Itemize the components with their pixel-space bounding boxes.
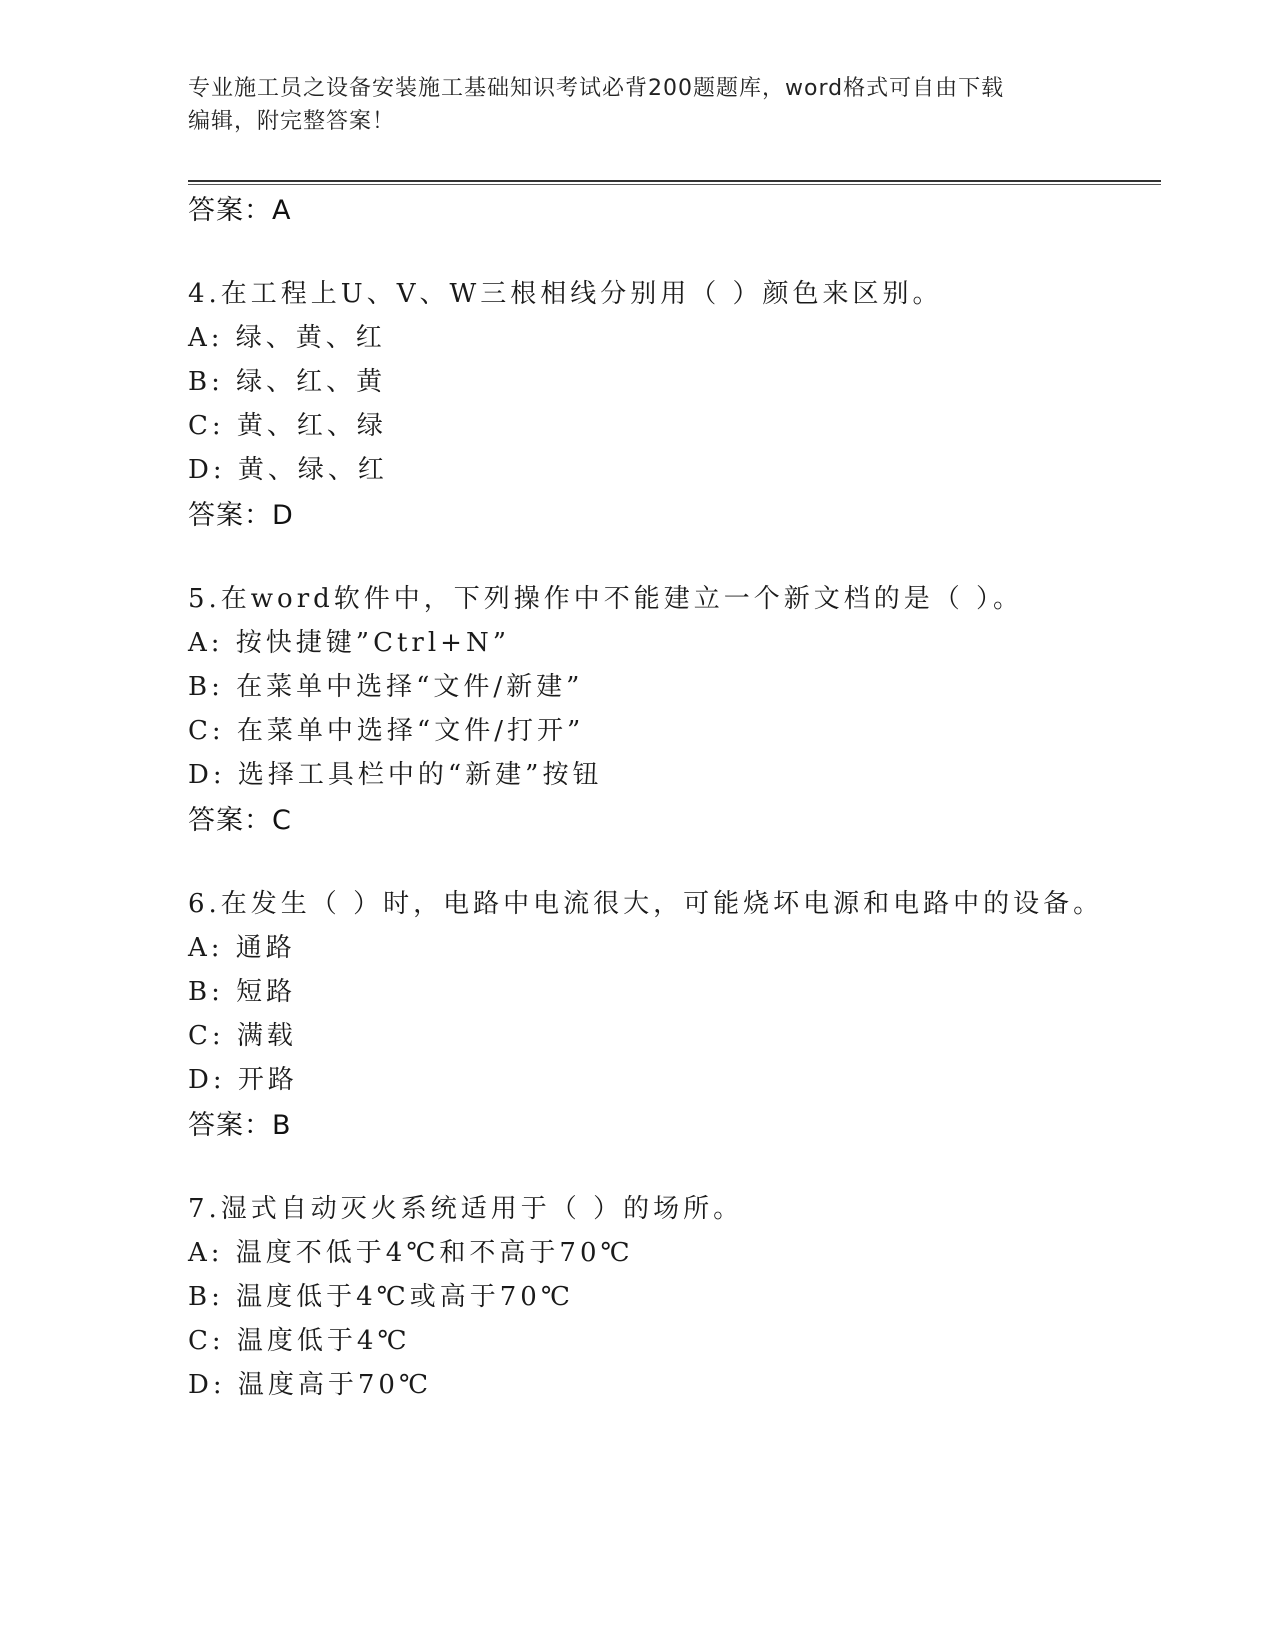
header-title-line-1: 专业施工员之设备安装施工基础知识考试必背200题题库，word格式可自由下载 [188, 76, 1005, 101]
question-5-option-a: A: 按快捷键”Ctrl+N” [188, 628, 511, 658]
question-6-option-b: B: 短路 [188, 977, 297, 1007]
question-4-option-b: B: 绿、红、黄 [188, 367, 387, 397]
question-5-option-b: B: 在菜单中选择“文件/新建” [188, 672, 584, 702]
answer-q4: 答案：D [188, 500, 294, 531]
question-7-stem: 7.湿式自动灭火系统适用于（ ）的场所。 [188, 1194, 744, 1224]
header-divider-thick [188, 180, 1161, 182]
question-4-option-a: A: 绿、黄、红 [188, 323, 386, 353]
answer-q3: 答案：A [188, 195, 292, 226]
header-divider-thin [188, 184, 1161, 185]
question-4-stem: 4.在工程上U、V、W三根相线分别用（ ）颜色来区别。 [188, 279, 943, 309]
header-title-line-2: 编辑，附完整答案！ [188, 109, 396, 134]
document-header [188, 72, 1088, 138]
question-6-stem: 6.在发生（ ）时，电路中电流很大，可能烧坏电源和电路中的设备。 [188, 889, 1104, 919]
question-6-option-c: C: 满载 [188, 1021, 297, 1051]
answer-q6: 答案：B [188, 1110, 292, 1141]
question-5-option-c: C: 在菜单中选择“文件/打开” [188, 716, 585, 746]
question-5-stem: 5.在word软件中，下列操作中不能建立一个新文档的是（ ）。 [188, 584, 1024, 614]
question-4-option-c: C: 黄、红、绿 [188, 411, 387, 441]
question-7-option-c: C: 温度低于4℃ [188, 1326, 411, 1356]
question-7-option-a: A: 温度不低于4℃和不高于70℃ [188, 1238, 634, 1268]
question-4-option-d: D: 黄、绿、红 [188, 455, 388, 485]
question-5-option-d: D: 选择工具栏中的“新建”按钮 [188, 760, 603, 790]
question-7-option-b: B: 温度低于4℃或高于70℃ [188, 1282, 574, 1312]
answer-q5: 答案：C [188, 805, 292, 836]
question-7-option-d: D: 温度高于70℃ [188, 1370, 433, 1400]
question-6-option-a: A: 通路 [188, 933, 296, 963]
question-6-option-d: D: 开路 [188, 1065, 298, 1095]
